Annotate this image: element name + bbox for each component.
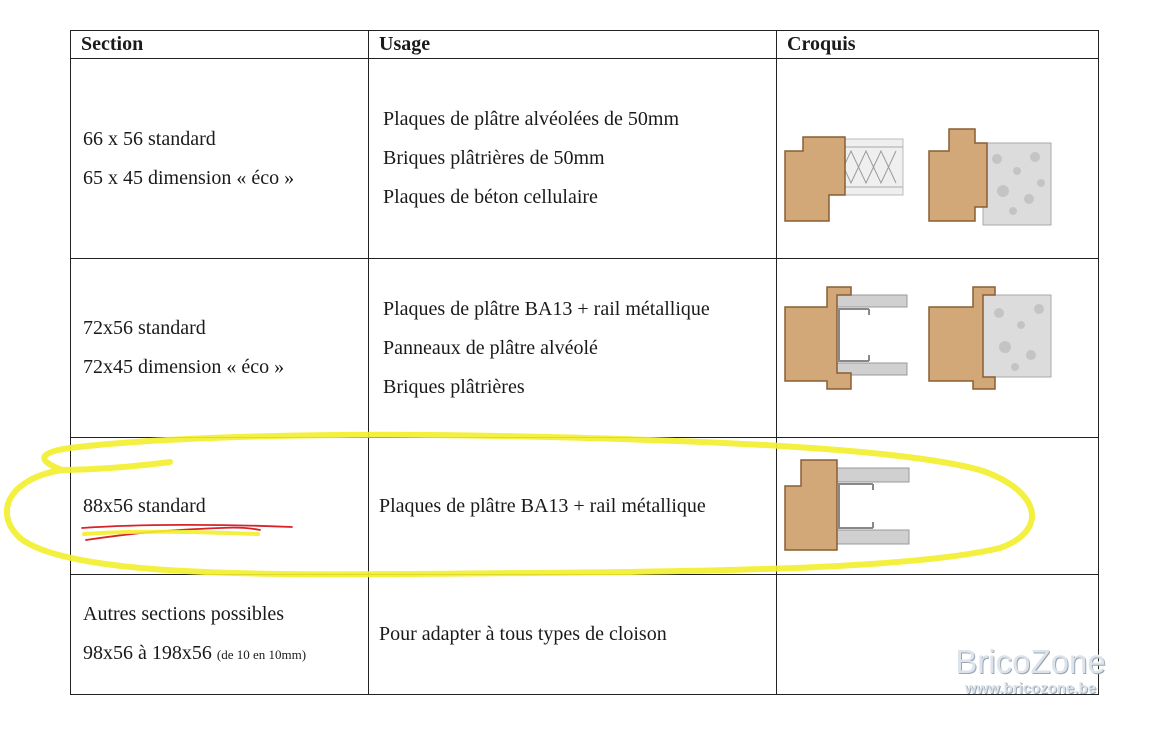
frame-metal-rail-sketch [785,287,907,389]
usage-line: Plaques de plâtre BA13 + rail métallique [379,494,706,517]
section-cell [71,259,369,438]
croquis-sketches [777,438,1099,574]
section-line: 66 x 56 standard [83,127,216,150]
section-cell [71,575,369,695]
section-cell [71,59,369,259]
door-frame-sections-table [70,30,1099,695]
frame-alveolar-panel-sketch [785,137,903,221]
usage-line: Panneaux de plâtre alvéolé [383,336,598,359]
frame-metal-rail-sketch [785,460,909,550]
header-section: Section [71,31,369,59]
usage-cell [369,259,777,438]
usage-line: Briques plâtrières de 50mm [383,147,605,169]
table-row [71,59,1099,259]
section-line [83,634,368,674]
section-line: 65 x 45 dimension « éco » [83,166,295,189]
watermark-brand: BricoZone [955,643,1106,680]
croquis-sketches [777,59,1099,258]
croquis-sketches [777,259,1099,437]
section-line: 72x56 standard [83,317,206,339]
table-header-row [71,31,1099,59]
frame-cellular-block-sketch [929,129,1051,225]
croquis-cell [777,59,1099,259]
header-croquis: Croquis [777,31,1099,59]
section-range: 98x56 à 198x56 [83,642,212,664]
usage-line: Pour adapter à tous types de cloison [379,623,667,645]
section-line: 88x56 standard [83,494,206,517]
usage-line: Plaques de béton cellulaire [383,186,598,208]
table-row [71,259,1099,438]
section-line: 72x45 dimension « éco » [83,356,285,378]
usage-cell [369,575,777,695]
croquis-cell [777,438,1099,575]
croquis-cell [777,259,1099,438]
usage-cell [369,59,777,259]
watermark-url: www.bricozone.be [964,680,1097,697]
section-note: (de 10 en 10mm) [216,647,307,662]
section-line: Autres sections possibles [83,603,285,625]
usage-line: Briques plâtrières [383,375,525,398]
frame-cellular-block-sketch [929,287,1051,389]
header-usage: Usage [369,31,777,59]
watermark [938,644,1123,698]
table-row [71,438,1099,575]
usage-line: Plaques de plâtre BA13 + rail métallique [383,297,710,320]
section-cell [71,438,369,575]
usage-cell [369,438,777,575]
usage-line: Plaques de plâtre alvéolées de 50mm [383,108,680,130]
